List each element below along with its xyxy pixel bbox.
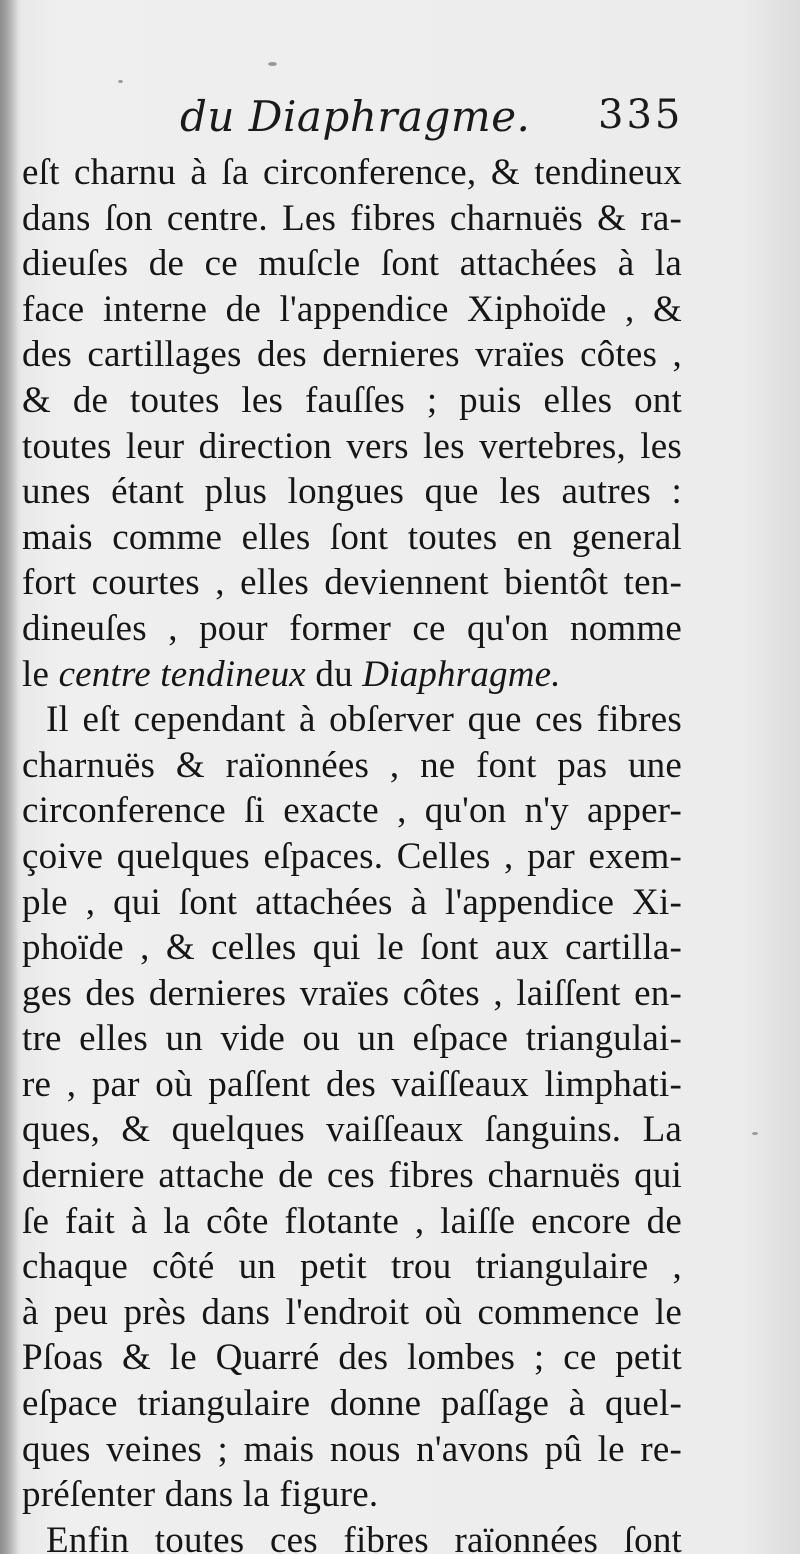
running-title: du Diaphragme. xyxy=(180,92,531,141)
text-fragment: du xyxy=(305,653,363,695)
text-line: phoïde , & celles qui le ſont aux cartilla- xyxy=(22,927,682,969)
text-line: tre elles un vide ou un eſpace triangulai- xyxy=(22,1018,682,1060)
paper-speck xyxy=(118,80,123,83)
italic-term: Diaphragme. xyxy=(362,653,561,695)
paper-speck xyxy=(268,62,277,66)
paragraph-first-line: Il eſt cependant à obſerver que ces fibres xyxy=(46,699,682,741)
text-line: circonference ſi exacte , qu'on n'y apper- xyxy=(22,790,682,832)
text-line-with-italics xyxy=(22,652,682,698)
page-header xyxy=(0,92,800,152)
text-line: çoive quelques eſpaces. Celles , par exem- xyxy=(22,835,682,877)
italic-term: centre tendineux xyxy=(58,653,306,695)
text-line: face interne de l'appendice Xiphoïde , & xyxy=(22,288,682,330)
page-number: 335 xyxy=(598,92,684,138)
text-line: fort courtes , elles deviennent bientôt ten- xyxy=(22,562,682,604)
text-line: chaque côté un petit trou triangulaire , xyxy=(22,1246,682,1288)
text-line: eſpace triangulaire donne paſſage à quel- xyxy=(22,1383,682,1425)
text-fragment: le xyxy=(22,653,59,695)
paragraph-first-line: Enfin toutes ces fibres raïonnées ſont xyxy=(46,1519,682,1554)
text-line: eſt charnu à ſa circonference, & tendineux xyxy=(22,152,682,193)
text-line: derniere attache de ces fibres charnuës qui xyxy=(22,1155,682,1197)
text-line: des cartillages des dernieres vraïes côtes , xyxy=(22,334,682,376)
text-line: Pſoas & le Quarré des lombes ; ce petit xyxy=(22,1337,682,1379)
text-line: re , par où paſſent des vaiſſeaux limphati- xyxy=(22,1063,682,1105)
text-line: dineuſes , pour former ce qu'on nomme xyxy=(22,607,682,649)
text-line: dieuſes de ce muſcle ſont attachées à la xyxy=(22,243,682,285)
text-line: mais comme elles ſont toutes en general xyxy=(22,516,682,558)
text-line: ques, & quelques vaiſſeaux ſanguins. La xyxy=(22,1109,682,1151)
text-line: ques veines ; mais nous n'avons pû le re- xyxy=(22,1428,682,1470)
body-text xyxy=(22,150,682,1554)
paper-speck xyxy=(752,1132,758,1135)
text-line: unes étant plus longues que les autres : xyxy=(22,471,682,513)
text-line: & de toutes les fauſſes ; puis elles ont xyxy=(22,379,682,421)
text-line: charnuës & raïonnées , ne font pas une xyxy=(22,744,682,786)
text-line: toutes leur direction vers les vertebres, les xyxy=(22,425,682,467)
text-line: ple , qui ſont attachées à l'appendice Xi- xyxy=(22,881,682,923)
text-line: ges des dernieres vraïes côtes , laiſſent en- xyxy=(22,972,682,1014)
text-line: dans ſon centre. Les fibres charnuës & ra- xyxy=(22,197,682,239)
text-line: à peu près dans l'endroit où commence le xyxy=(22,1291,682,1333)
text-line: ſe fait à la côte flotante , laiſſe encore de xyxy=(22,1200,682,1242)
gutter-shadow xyxy=(0,0,18,1554)
text-line: préſenter dans la figure. xyxy=(22,1474,379,1516)
